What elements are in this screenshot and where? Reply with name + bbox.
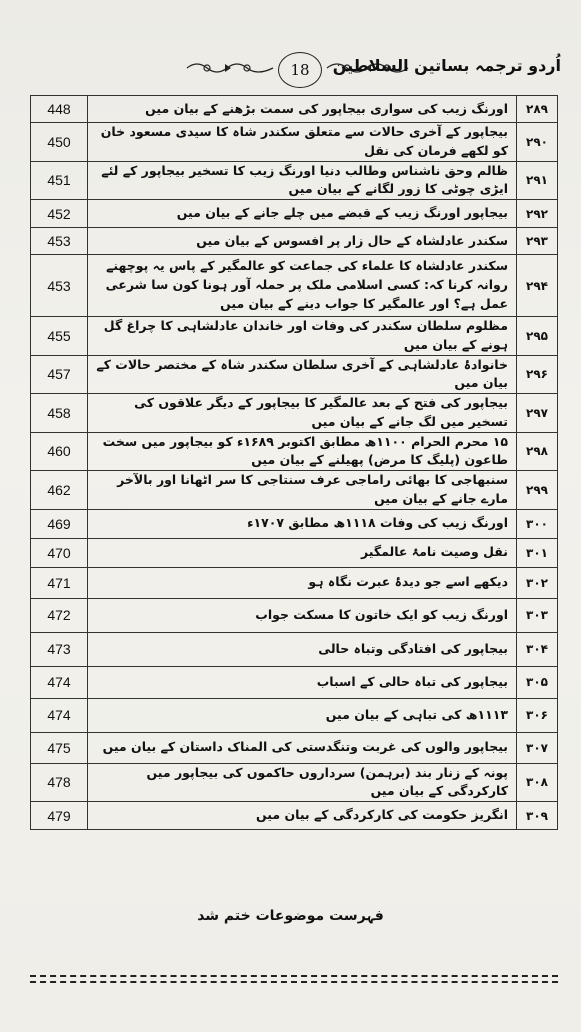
page-header — [0, 40, 581, 96]
topic-title-cell: اورنگ زیب کی وفات ۱۱۱۸ھ مطابق ۱۷۰۷ء — [88, 509, 517, 538]
serial-number-cell: ۳۰۹ — [517, 802, 558, 830]
contents-table — [30, 95, 558, 830]
table-row — [31, 732, 558, 763]
topic-title-cell: انگریز حکومت کی کارکردگی کے بیان میں — [88, 802, 517, 830]
serial-number-cell: ۲۹۷ — [517, 394, 558, 433]
page-number-cell: 472 — [31, 598, 88, 632]
topic-title-cell: بیجاپور کے آخری حالات سے متعلق سکندر شاہ کا سیدی مسعود خان کو لکھے فرمان کی نقل — [88, 123, 517, 162]
serial-number-cell: ۲۹۱ — [517, 161, 558, 200]
page-number-cell: 458 — [31, 394, 88, 433]
left-ornament-icon — [185, 60, 275, 76]
table-row — [31, 432, 558, 471]
page-number-cell: 470 — [31, 538, 88, 567]
page-number-cell: 460 — [31, 432, 88, 471]
serial-number-cell: ۲۹۴ — [517, 255, 558, 317]
topic-title-cell: مظلوم سلطان سکندر کی وفات اور خاندان عادلشاہی کا چراغ گل ہونے کے بیان میں — [88, 317, 517, 356]
book-title: اُردو ترجمہ بساتین السلاطین — [332, 56, 561, 75]
table-row — [31, 161, 558, 200]
page-number-cell: 469 — [31, 509, 88, 538]
serial-number-cell: ۳۰۶ — [517, 698, 558, 732]
page-number-cell: 474 — [31, 698, 88, 732]
page-number-cell: 451 — [31, 161, 88, 200]
serial-number-cell: ۳۰۸ — [517, 763, 558, 802]
page-number-cell: 479 — [31, 802, 88, 830]
table-row — [31, 471, 558, 510]
page-number-cell: 475 — [31, 732, 88, 763]
serial-number-cell: ۲۹۳ — [517, 228, 558, 255]
topic-title-cell: خانوادۂ عادلشاہی کے آخری سلطان سکندر شاہ کے مختصر حالات کے بیان میں — [88, 355, 517, 394]
page-number-cell: 478 — [31, 763, 88, 802]
serial-number-cell: ۲۸۹ — [517, 96, 558, 123]
topic-title-cell: سکندر عادلشاہ کا علماء کی جماعت کو عالمگیر کے پاس یہ پوچھنے روانہ کرنا کہ: کسی اسلامی ملک پر حملہ آور ہونا کون سا شرعی عمل ہے؟ اور عالمگیر کا جواب دینے کے بیان میں — [88, 255, 517, 317]
table-row — [31, 96, 558, 123]
page-number-cell: 473 — [31, 632, 88, 666]
serial-number-cell: ۲۹۶ — [517, 355, 558, 394]
topic-title-cell: ۱۱۱۳ھ کی تباہی کے بیان میں — [88, 698, 517, 732]
topic-title-cell: سکندر عادلشاہ کے حال زار پر افسوس کے بیان میں — [88, 228, 517, 255]
table-row — [31, 509, 558, 538]
serial-number-cell: ۲۹۹ — [517, 471, 558, 510]
serial-number-cell: ۳۰۳ — [517, 598, 558, 632]
page-number-cell: 474 — [31, 666, 88, 698]
serial-number-cell: ۳۰۵ — [517, 666, 558, 698]
topic-title-cell: بیجاپور کی افتادگی وتباہ حالی — [88, 632, 517, 666]
page-number-cell: 452 — [31, 200, 88, 228]
page-number-cell: 471 — [31, 567, 88, 598]
table-row — [31, 538, 558, 567]
topic-title-cell: اورنگ زیب کی سواری بیجاپور کی سمت بڑھنے کے بیان میں — [88, 96, 517, 123]
serial-number-cell: ۲۹۲ — [517, 200, 558, 228]
page-number-cell: 457 — [31, 355, 88, 394]
table-row — [31, 394, 558, 433]
footer-rule-top — [30, 975, 558, 977]
serial-number-cell: ۲۹۵ — [517, 317, 558, 356]
page-number-cell: 453 — [31, 228, 88, 255]
topic-title-cell: بیجاپور والوں کی غربت وتنگدستی کی المناک داستان کے بیان میں — [88, 732, 517, 763]
table-row — [31, 123, 558, 162]
topic-title-cell: بیجاپور کی فتح کے بعد عالمگیر کا بیجاپور کے دیگر علاقوں کی تسخیر میں لگ جانے کے بیان میں — [88, 394, 517, 433]
table-row — [31, 763, 558, 802]
table-row — [31, 598, 558, 632]
serial-number-cell: ۳۰۷ — [517, 732, 558, 763]
serial-number-cell: ۲۹۰ — [517, 123, 558, 162]
page-number-cell: 455 — [31, 317, 88, 356]
topic-title-cell: پونہ کے زنار بند (برہمن) سرداروں حاکموں کی بیجاپور میں کارکردگی کے بیان میں — [88, 763, 517, 802]
serial-number-cell: ۳۰۲ — [517, 567, 558, 598]
table-row — [31, 317, 558, 356]
topic-title-cell: ظالم وحق ناشناس وطالب دنیا اورنگ زیب کا تسخیر بیجاپور کے لئے ایڑی چوٹی کا زور لگانے کے بیان میں — [88, 161, 517, 200]
serial-number-cell: ۳۰۰ — [517, 509, 558, 538]
topic-title-cell: سنبھاجی کا بھائی راماجی عرف سنتاجی کا سر اٹھانا اور بالآخر مارے جانے کے بیان میں — [88, 471, 517, 510]
topic-title-cell: اورنگ زیب کو ایک خاتون کا مسکت جواب — [88, 598, 517, 632]
topic-title-cell: دیکھے اسے جو دیدۂ عبرت نگاہ ہو — [88, 567, 517, 598]
table-row — [31, 698, 558, 732]
table-row — [31, 255, 558, 317]
contents-end-note: فہرست موضوعات ختم شد — [197, 908, 384, 924]
page-number-cell: 448 — [31, 96, 88, 123]
footer-rule-bottom — [30, 981, 558, 983]
topic-title-cell: بیجاپور کی تباہ حالی کے اسباب — [88, 666, 517, 698]
page-number-cell: 462 — [31, 471, 88, 510]
serial-number-cell: ۳۰۱ — [517, 538, 558, 567]
page-number: 18 — [278, 52, 322, 88]
serial-number-cell: ۲۹۸ — [517, 432, 558, 471]
page-number-cell: 450 — [31, 123, 88, 162]
table-row — [31, 228, 558, 255]
table-row — [31, 666, 558, 698]
topic-title-cell: بیجاپور اورنگ زیب کے قبضے میں چلے جانے کے بیان میں — [88, 200, 517, 228]
table-row — [31, 802, 558, 830]
topic-title-cell: ۱۵ محرم الحرام ۱۱۰۰ھ مطابق اکتوبر ۱۶۸۹ء کو بیجاپور میں سخت طاعون (پلیگ کا مرض) پھیلنے کے بیان میں — [88, 432, 517, 471]
page-number-cell: 453 — [31, 255, 88, 317]
table-row — [31, 632, 558, 666]
serial-number-cell: ۳۰۴ — [517, 632, 558, 666]
table-row — [31, 200, 558, 228]
table-row — [31, 567, 558, 598]
topic-title-cell: نقل وصیت نامۂ عالمگیر — [88, 538, 517, 567]
table-row — [31, 355, 558, 394]
